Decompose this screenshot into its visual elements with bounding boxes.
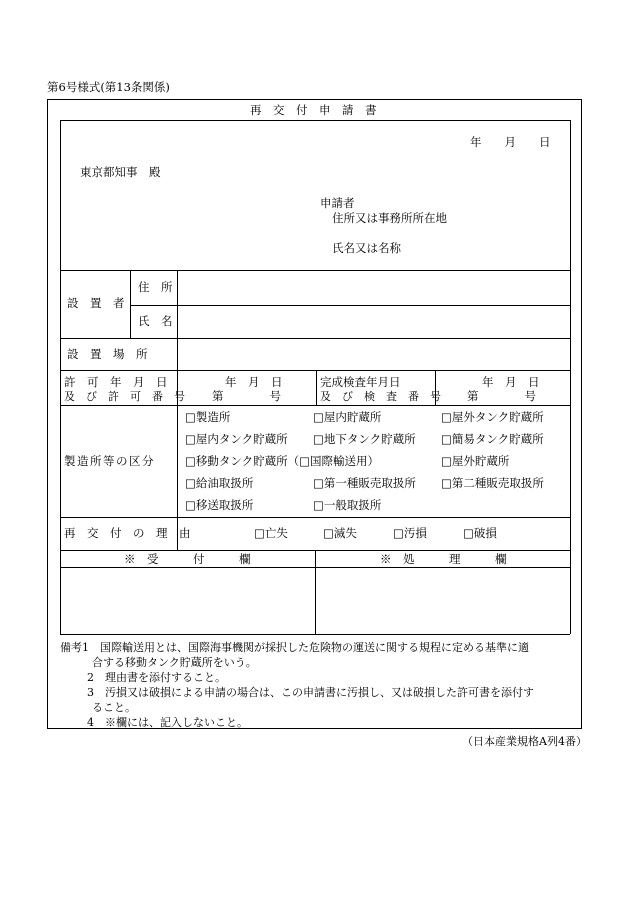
divider [315, 550, 316, 634]
location-label: 設 置 場 所 [67, 347, 148, 361]
note-1-line1: 備考1 国際輸送用とは、国際海事機関が採択した危険物の運送に関する規程に定める基準に適 [60, 641, 529, 654]
divider [130, 270, 131, 338]
category-option-fueling[interactable]: □給油取扱所 [185, 476, 254, 490]
paper-standard: （日本産業規格A列4番） [462, 735, 587, 748]
divider [60, 270, 570, 271]
category-option-indoor-storage[interactable]: □屋内貯蔵所 [313, 410, 382, 424]
divider [60, 120, 61, 634]
permit-date: 年 月 日 [225, 375, 283, 389]
permit-number: 第 号 [212, 389, 281, 403]
inspection-label-line2: 及 び 検 査 番 号 [320, 390, 441, 403]
permit-label-line1: 許 可 年 月 日 [64, 375, 168, 389]
reason-option-damaged[interactable]: □破損 [463, 526, 497, 540]
note-4: 4 ※欄には、記入しないこと。 [87, 716, 248, 729]
inspection-number: 第 号 [467, 389, 536, 403]
category-label: 製造所等の区分 [64, 454, 155, 468]
category-option-outdoor-tank[interactable]: □屋外タンク貯蔵所 [441, 410, 544, 424]
processing-header: ※ 処 理 欄 [380, 552, 507, 566]
divider [60, 338, 570, 339]
divider [60, 370, 570, 371]
reason-option-destroyed[interactable]: □滅失 [323, 526, 357, 540]
category-option-mobile-tank[interactable]: □移動タンク貯蔵所（□国際輸送用） [185, 454, 379, 468]
reason-option-lost[interactable]: □亡失 [254, 526, 288, 540]
inspection-date: 年 月 日 [482, 375, 540, 389]
category-option-manufacturing[interactable]: □製造所 [185, 410, 231, 424]
addressee: 東京都知事 殿 [80, 165, 161, 179]
installer-name-label: 氏 名 [138, 314, 173, 328]
inspection-label-line1: 完成検査年月日 [320, 375, 401, 389]
divider [130, 305, 570, 306]
installer-label: 設 置 者 [67, 296, 125, 310]
category-option-sales-type2[interactable]: □第二種販売取扱所 [441, 476, 544, 490]
divider [570, 120, 571, 634]
note-1-line2: 合する移動タンク貯蔵所をいう。 [92, 656, 257, 669]
applicant-label: 申請者 [320, 196, 355, 210]
name-label: 氏名又は名称 [332, 241, 401, 255]
reason-label: 再 交 付 の 理 由 [64, 526, 191, 540]
divider [60, 405, 570, 406]
category-option-transfer[interactable]: □移送取扱所 [185, 498, 254, 512]
divider [60, 517, 570, 518]
form-number: 第6号様式(第13条関係) [47, 80, 170, 94]
divider [316, 370, 317, 405]
category-option-general[interactable]: □一般取扱所 [313, 498, 382, 512]
form-title: 再 交 付 申 請 書 [250, 103, 377, 117]
note-3-line1: 3 汚損又は破損による申請の場合は、この申請書に汚損し、又は破損した許可書を添付す [87, 686, 534, 699]
reason-option-soiled[interactable]: □汚損 [393, 526, 427, 540]
category-option-underground-tank[interactable]: □地下タンク貯蔵所 [313, 432, 416, 446]
note-2: 2 理由書を添付すること。 [87, 671, 226, 684]
reception-header: ※ 受 付 欄 [124, 552, 251, 566]
application-date: 年 月 日 [470, 135, 551, 149]
category-option-simple-tank[interactable]: □簡易タンク貯蔵所 [441, 432, 544, 446]
address-label: 住所又は事務所所在地 [332, 211, 447, 225]
divider [177, 270, 178, 550]
installer-address-label: 住 所 [138, 280, 173, 294]
category-option-sales-type1[interactable]: □第一種販売取扱所 [313, 476, 416, 490]
divider [60, 634, 570, 635]
note-3-line2: ること。 [92, 701, 136, 714]
category-option-outdoor-storage[interactable]: □屋外貯蔵所 [441, 454, 510, 468]
permit-label-line2: 及 び 許 可 番 号 [64, 390, 185, 403]
category-option-indoor-tank[interactable]: □屋内タンク貯蔵所 [185, 432, 288, 446]
divider [60, 120, 570, 121]
